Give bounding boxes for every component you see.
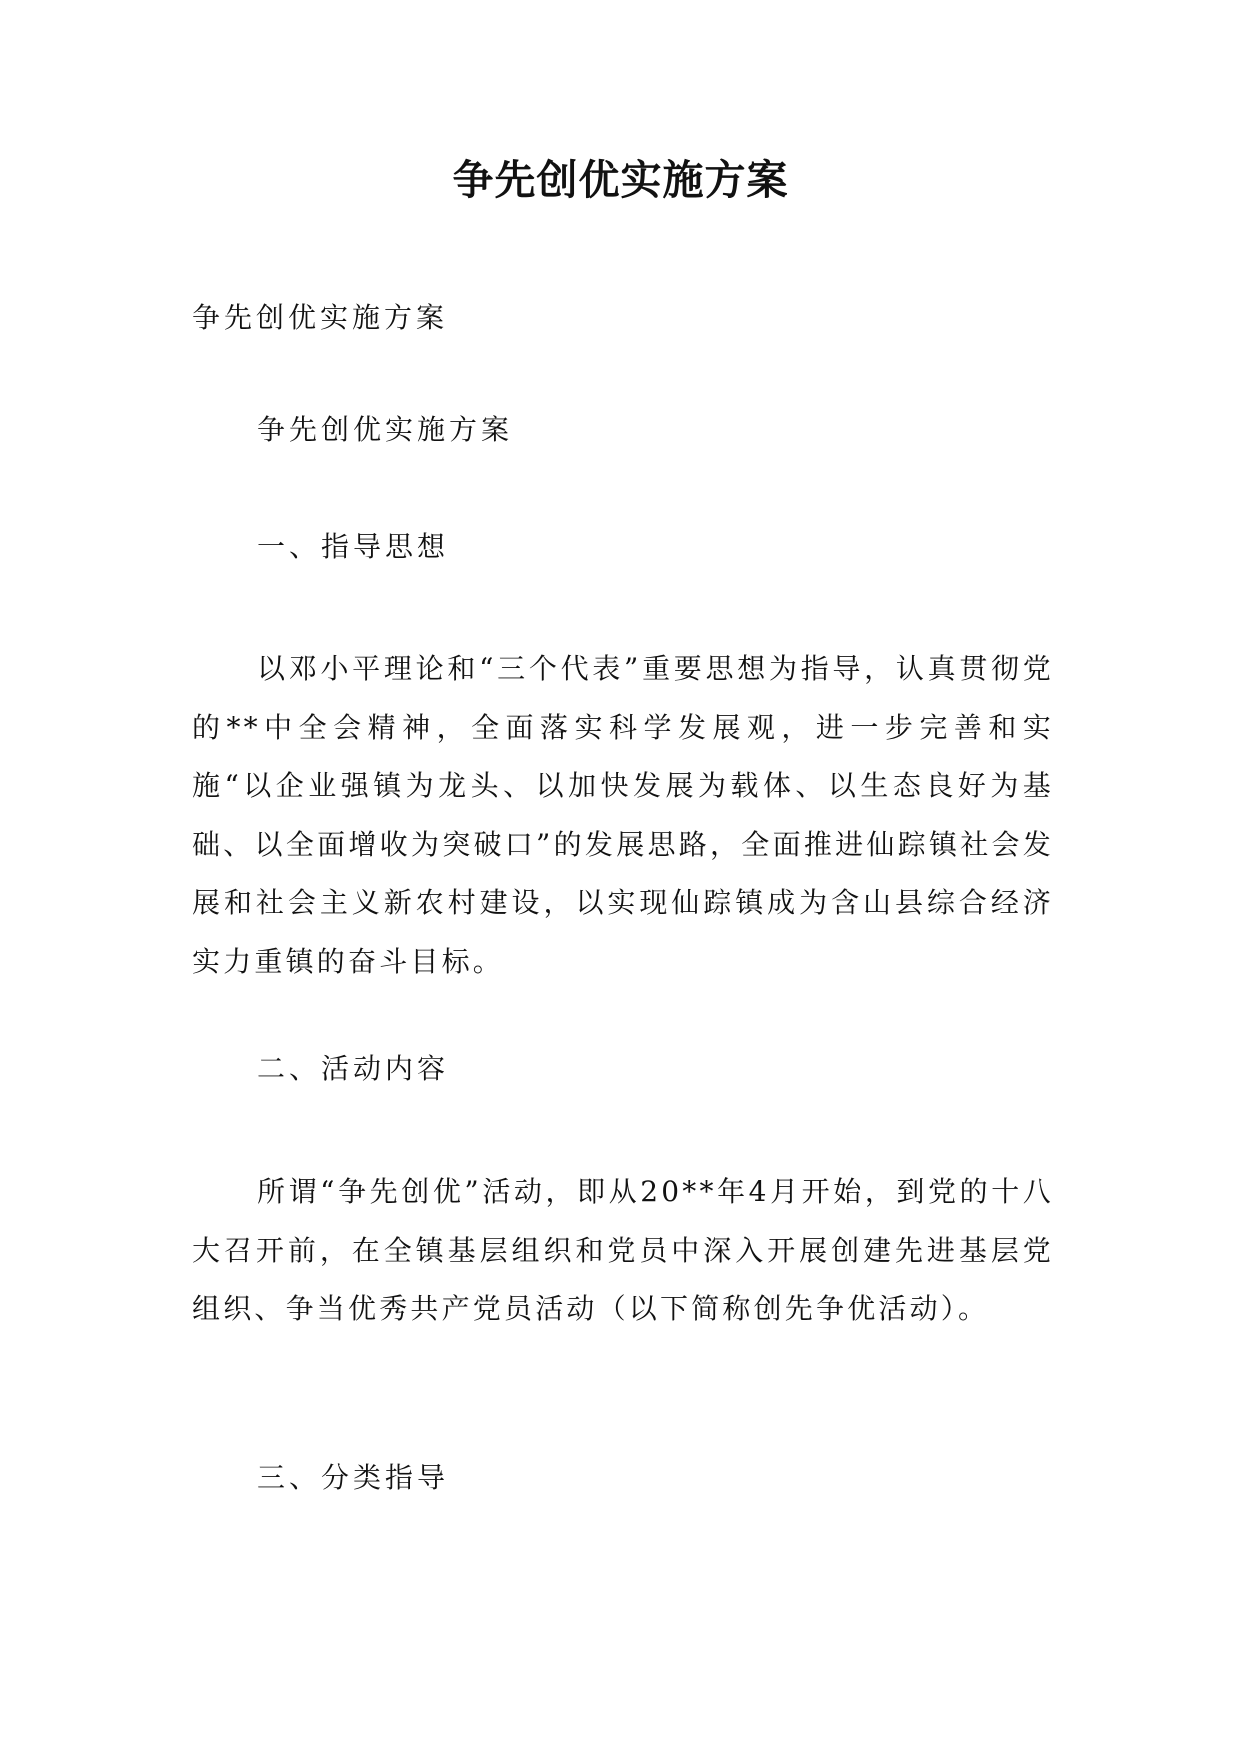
section-paragraph-1: 以邓小平理论和“三个代表”重要思想为指导，认真贯彻党的**中全会精神，全面落实科学发展观，进一步完善和实施“以企业强镇为龙头、以加快发展为载体、以生态良好为基础、以全面增收为突破口”的发展思路，全面推进仙踪镇社会发展和社会主义新农村建设，以实现仙踪镇成为含山县综合经济实力重镇的奋斗目标。 [192, 652, 1054, 978]
section-heading-3: 三、分类指导 [257, 1461, 450, 1494]
document-subtitle: 争先创优实施方案 [192, 301, 449, 334]
document-subtitle-indented: 争先创优实施方案 [257, 413, 514, 446]
section-heading-2: 二、活动内容 [257, 1052, 450, 1085]
section-heading-1: 一、指导思想 [257, 530, 450, 563]
section-paragraph-2: 所谓“争先创优”活动，即从20**年4月开始，到党的十八大召开前，在全镇基层组织和党员中深入开展创建先进基层党组织、争当优秀共产党员活动（以下简称创先争优活动）。 [192, 1175, 1054, 1326]
document-title: 争先创优实施方案 [452, 156, 789, 204]
